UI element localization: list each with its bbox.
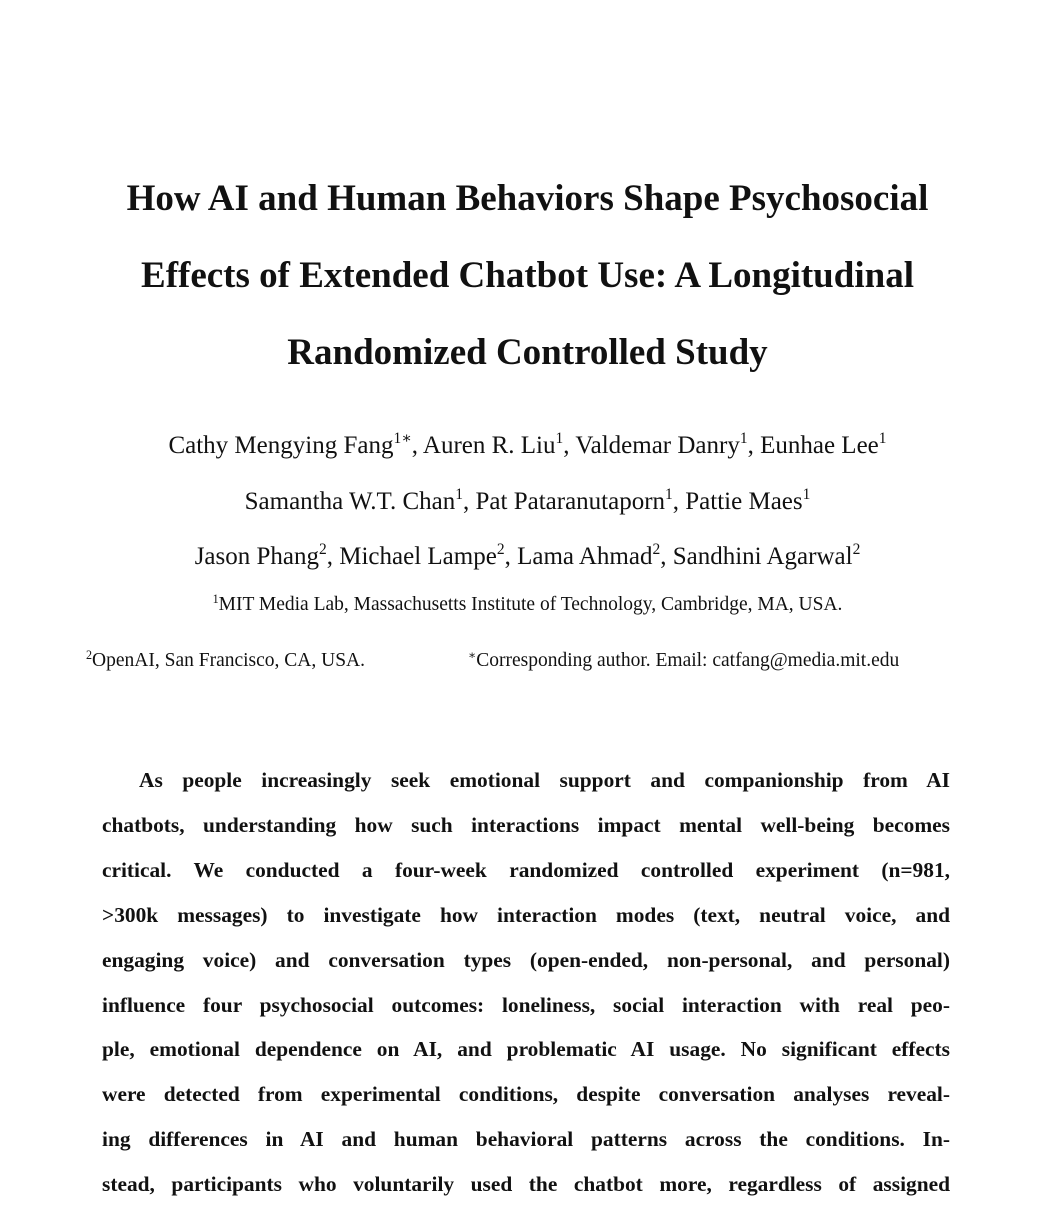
author-separator: ,: [660, 543, 673, 570]
affiliation-marker: 2: [86, 647, 93, 662]
author-name: Cathy Mengying Fang: [168, 432, 394, 459]
affiliation-marker: 1: [212, 591, 219, 606]
author-name: Eunhae Lee: [760, 432, 879, 459]
abstract-line: were detected from experimental conditions, despite conversation analyses reveal-: [102, 1082, 950, 1107]
corresponding-author-note: [468, 647, 900, 672]
author-line: [0, 529, 1055, 585]
abstract-line: ple, emotional dependence on AI, and problematic AI usage. No significant effects: [102, 1037, 950, 1062]
title-line: Effects of Extended Chatbot Use: A Longitudinal: [141, 255, 914, 296]
author-affiliation-marker: 2: [652, 541, 661, 559]
affiliation-openai: [86, 647, 366, 672]
author-name: Jason Phang: [194, 543, 319, 570]
corresponding-marker: ∗: [468, 647, 477, 662]
author-separator: ,: [411, 432, 423, 459]
affiliation-mit: [0, 591, 1055, 616]
abstract-line: chatbots, understanding how such interactions impact mental well-being becomes: [102, 812, 950, 837]
author-line: [0, 418, 1055, 474]
author-affiliation-marker: 1: [878, 430, 887, 448]
author-line: [0, 474, 1055, 530]
abstract-line: ing differences in AI and human behavioral patterns across the conditions. In-: [102, 1127, 950, 1152]
abstract-line: As people increasingly seek emotional support and companionship from AI: [139, 768, 950, 792]
author-separator: ,: [563, 432, 576, 459]
affiliation-text: OpenAI, San Francisco, CA, USA.: [92, 650, 366, 671]
author-separator: ,: [463, 487, 476, 515]
author-name: Pattie Maes: [685, 487, 803, 515]
corresponding-text: Corresponding author. Email: catfang@media.mit.edu: [476, 650, 900, 671]
author-name: Samantha W.T. Chan: [244, 487, 456, 515]
author-separator: ,: [672, 487, 686, 515]
author-affiliation-marker: 1: [555, 430, 564, 448]
author-name: Auren R. Liu: [422, 432, 556, 459]
author-affiliation-marker: 2: [319, 541, 327, 559]
author-separator: ,: [326, 543, 340, 570]
author-list: [0, 418, 1055, 585]
author-name: Pat Pataranutaporn: [475, 487, 666, 515]
abstract-line: >300k messages) to investigate how interaction modes (text, neutral voice, and: [102, 902, 950, 927]
abstract-line: critical. We conducted a four-week randomized controlled experiment (n=981,: [102, 857, 950, 882]
author-affiliation-marker: 1: [802, 485, 811, 503]
author-name: Valdemar Danry: [575, 432, 740, 459]
author-affiliation-marker: 1: [455, 485, 463, 503]
abstract: [102, 758, 950, 1207]
author-separator: ,: [504, 543, 518, 570]
title-line: Randomized Controlled Study: [287, 332, 768, 373]
abstract-line: engaging voice) and conversation types (open-ended, non-personal, and personal): [102, 947, 950, 972]
author-name: Sandhini Agarwal: [672, 543, 853, 570]
title-line: How AI and Human Behaviors Shape Psychosocial: [126, 178, 929, 219]
author-separator: ,: [747, 432, 761, 459]
paper-title: [30, 160, 1025, 391]
author-name: Michael Lampe: [339, 543, 497, 570]
abstract-line: influence four psychosocial outcomes: loneliness, social interaction with real peo-: [102, 992, 950, 1017]
affiliation-text: MIT Media Lab, Massachusetts Institute of Technology, Cambridge, MA, USA.: [218, 594, 843, 615]
author-name: Lama Ahmad: [517, 543, 653, 570]
author-affiliation-marker: 1: [665, 485, 673, 503]
author-affiliation-marker: 1: [739, 430, 748, 448]
abstract-line: stead, participants who voluntarily used the chatbot more, regardless of assigned: [102, 1172, 950, 1197]
author-affiliation-marker: 1∗: [393, 430, 412, 448]
author-affiliation-marker: 2: [852, 541, 861, 559]
author-affiliation-marker: 2: [496, 541, 505, 559]
